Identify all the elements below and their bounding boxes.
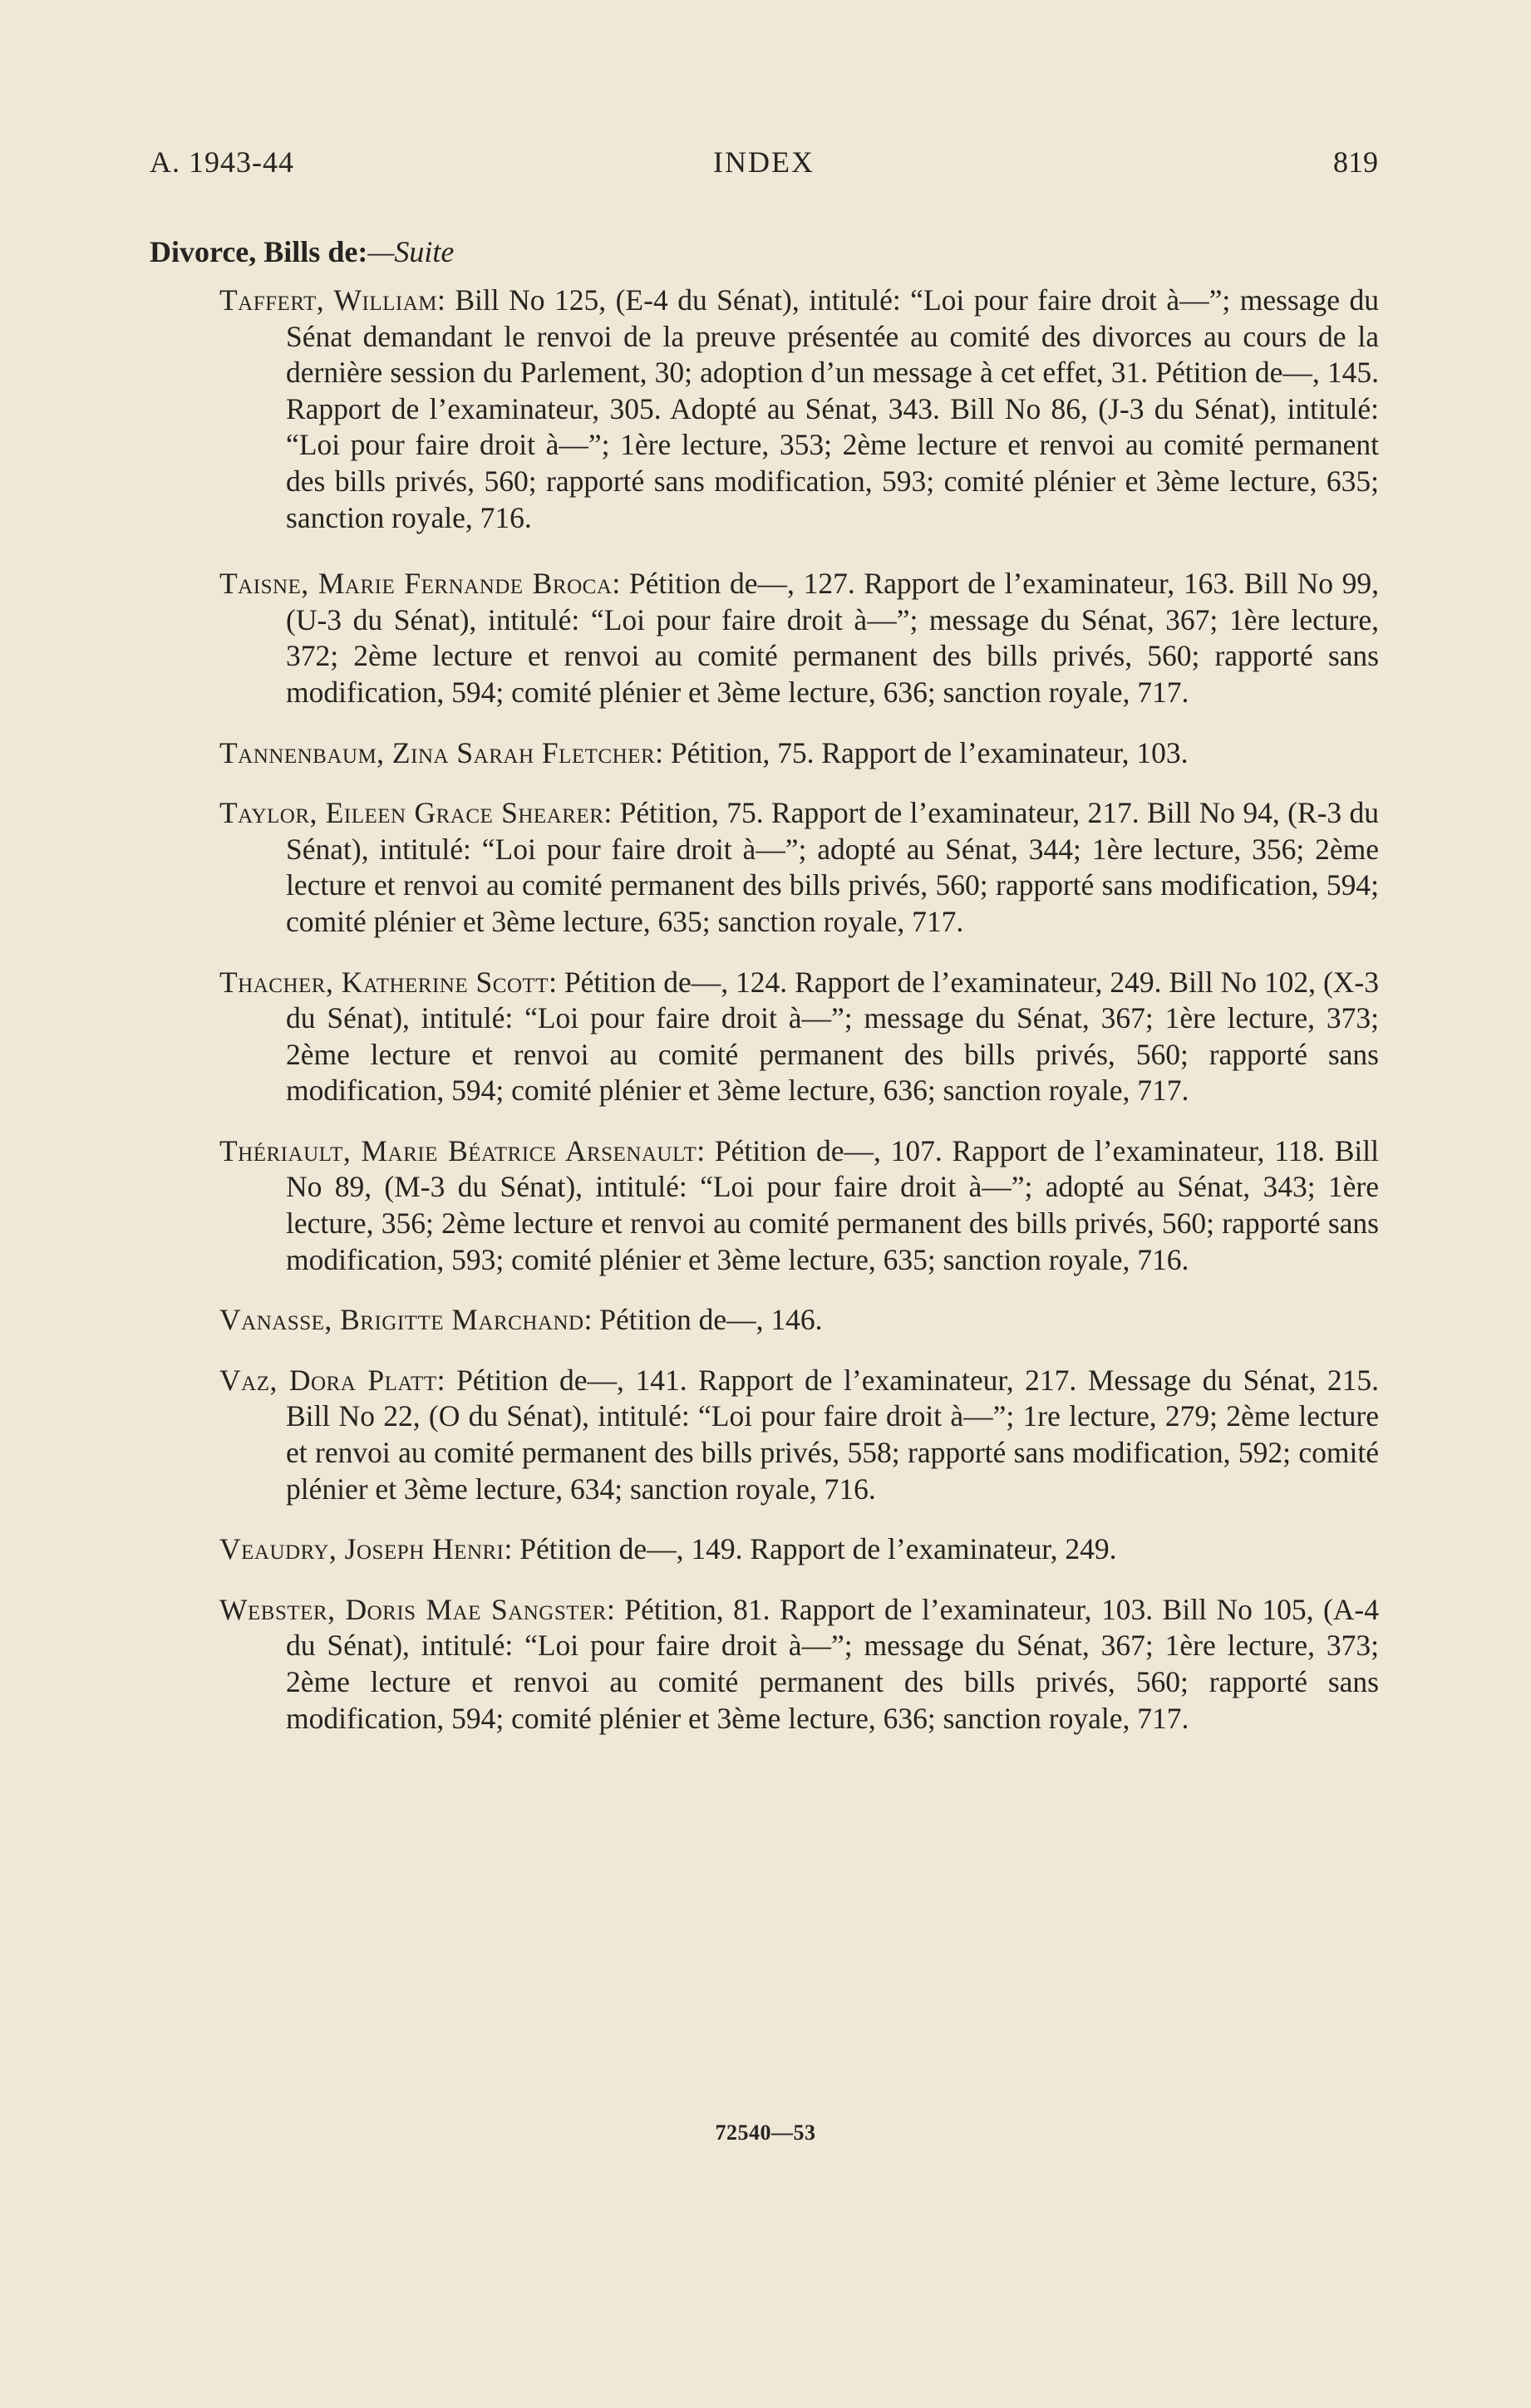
- entry-name: Taisne, Marie Fernande Broca: [219, 567, 613, 601]
- entry-name: Vaz, Dora Platt: [219, 1363, 437, 1397]
- entry-name: Thériault, Marie Béatrice Arsenault: [219, 1133, 697, 1167]
- index-entry: [219, 1363, 1379, 1507]
- index-entry: [219, 566, 1379, 710]
- entry-name: Taylor, Eileen Grace Shearer: [219, 796, 604, 830]
- index-entry: [219, 795, 1379, 940]
- entry-text: : Pétition de—, 107. Rapport de l’examinateur, 118. Bill No 89, (M-3 du Sénat), intitulé: “Loi pour faire droit à—”; adopté au Sénat, 343; 1ère lecture, 356; 2ème lecture et renvoi au comité permanent des bills privés, 560; rapporté sans modification, 593; comité plénier et 3ème lecture, 635; sanction royale, 716.: [286, 1133, 1379, 1276]
- entry-name: Vanasse, Brigitte Marchand: [219, 1303, 584, 1337]
- index-entry: [219, 1592, 1379, 1737]
- index-entry: [219, 1133, 1379, 1278]
- section-heading-title: Divorce, Bills de:: [150, 235, 368, 268]
- index-entry: [219, 1531, 1379, 1568]
- entry-text: : Pétition, 75. Rapport de l’examinateur, 217. Bill No 94, (R-3 du Sénat), intitulé: “Loi pour faire droit à—”; adopté au Sénat, 344; 1ère lecture, 356; 2ème lecture et renvoi au comité permanent des bills privés, 560; rapporté sans modification, 594; comité plénier et 3ème lecture, 635; sanction royale, 717.: [286, 796, 1379, 938]
- entry-name: Taffert, William: [219, 283, 437, 317]
- index-entry: [219, 965, 1379, 1109]
- entry-name: Thacher, Katherine Scott: [219, 965, 549, 999]
- entry-name: Tannenbaum, Zina Sarah Fletcher: [219, 735, 656, 769]
- entry-text: : Pétition, 75. Rapport de l’examinateur, 103.: [655, 735, 1189, 769]
- printer-signature: 72540—53: [715, 2121, 816, 2145]
- entry-text: : Bill No 125, (E-4 du Sénat), intitulé: “Loi pour faire droit à—”; message du Sénat demandant le renvoi de la preuve présentée au comité des divorces au cours de la dernière session du Parlement, 30; adoption d’un message à cet effet, 31. Pétition de—, 145. Rapport de l’examinateur, 305. Adopté au Sénat, 343. Bill No 86, (J-3 du Sénat), intitulé: “Loi pour faire droit à—”; 1ère lecture, 353; 2ème lecture et renvoi au comité permanent des bills privés, 560; rapporté sans modification, 593; comité plénier et 3ème lecture, 635; sanction royale, 716.: [286, 283, 1379, 534]
- entry-name: Veaudry, Joseph Henri: [219, 1532, 505, 1566]
- running-head: [150, 141, 1378, 183]
- entry-text: : Pétition de—, 127. Rapport de l’examinateur, 163. Bill No 99, (U-3 du Sénat), intitulé: “Loi pour faire droit à—”; message du Sénat, 367; 1ère lecture, 372; 2ème lecture et renvoi au comité permanent des bills privés, 560; rapporté sans modification, 594; comité plénier et 3ème lecture, 636; sanction royale, 717.: [286, 567, 1380, 709]
- entry-text: : Pétition de—, 146.: [583, 1303, 823, 1337]
- section-continued-label: —Suite: [367, 235, 455, 268]
- entry-text: : Pétition de—, 124. Rapport de l’examinateur, 249. Bill No 102, (X-3 du Sénat), intitulé: “Loi pour faire droit à—”; message du Sénat, 367; 1ère lecture, 373; 2ème lecture et renvoi au comité permanent des bills privés, 560; rapporté sans modification, 594; comité plénier et 3ème lecture, 636; sanction royale, 717.: [286, 965, 1379, 1108]
- entry-text: : Pétition de—, 149. Rapport de l’examinateur, 249.: [504, 1532, 1117, 1566]
- index-entry: [219, 735, 1379, 772]
- session-label: A. 1943-44: [150, 145, 294, 179]
- entry-name: Webster, Doris Mae Sangster: [219, 1592, 607, 1626]
- index-entry: [219, 1302, 1379, 1339]
- index-entry: [219, 283, 1379, 536]
- page-number: 819: [1333, 145, 1378, 179]
- entry-text: : Pétition de—, 141. Rapport de l’examinateur, 217. Message du Sénat, 215. Bill No 22, (O du Sénat), intitulé: “Loi pour faire droit à—”; 1re lecture, 279; 2ème lecture et renvoi au comité permanent des bills privés, 558; rapporté sans modification, 592; comité plénier et 3ème lecture, 634; sanction royale, 716.: [286, 1363, 1379, 1506]
- section-heading: [150, 231, 454, 273]
- entry-text: : Pétition, 81. Rapport de l’examinateur, 103. Bill No 105, (A-4 du Sénat), intitulé: “Loi pour faire droit à—”; message du Sénat, 367; 1ère lecture, 373; 2ème lecture et renvoi au comité permanent des bills privés, 560; rapporté sans modification, 594; comité plénier et 3ème lecture, 636; sanction royale, 717.: [286, 1592, 1379, 1735]
- page-title: INDEX: [713, 145, 815, 179]
- index-entries: [219, 283, 1379, 1737]
